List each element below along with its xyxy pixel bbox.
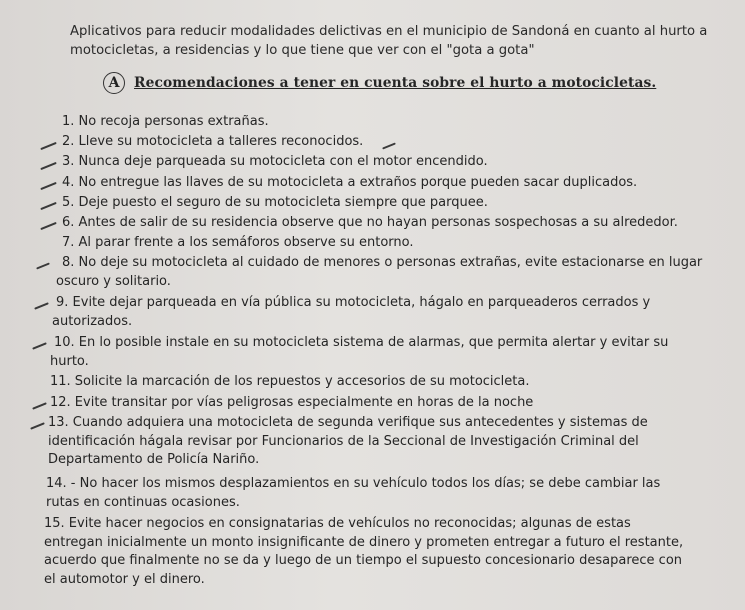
- section-letter-circle: A: [103, 72, 125, 94]
- check-mark: [32, 402, 47, 409]
- list-item: 5. Deje puesto el seguro de su motocicleta siempre que parquee.: [62, 195, 488, 210]
- list-item: 7. Al parar frente a los semáforos observe su entorno.: [62, 235, 414, 250]
- list-item: 10. En lo posible instale en su motocicleta sistema de alarmas, que permita alertar y evitar su hurto.: [50, 335, 669, 369]
- list-item: 8. No deje su motocicleta al cuidado de menores o personas extrañas, evite estacionarse en lugar oscuro y solitario.: [56, 255, 703, 289]
- check-mark: [40, 222, 57, 230]
- list-item: 4. No entregue las llaves de su motocicleta a extraños porque pueden sacar duplicados.: [62, 175, 638, 190]
- list-item: 1. No recoja personas extrañas.: [62, 114, 269, 129]
- check-mark: [36, 262, 50, 269]
- check-mark: [40, 162, 57, 170]
- check-mark: [40, 202, 57, 210]
- list-item: 12. Evite transitar por vías peligrosas especialmente en horas de la noche: [50, 395, 534, 410]
- check-mark: [30, 422, 45, 429]
- section-title: Recomendaciones a tener en cuenta sobre el hurto a motocicletas.: [134, 75, 657, 91]
- check-mark: [32, 342, 47, 349]
- check-mark: [40, 142, 57, 150]
- list-item: 9. Evite dejar parqueada en vía pública su motocicleta, hágalo en parqueaderos cerrados y autorizados.: [52, 295, 651, 329]
- list-item: 3. Nunca deje parqueada su motocicleta con el motor encendido.: [62, 154, 488, 169]
- list-item: 11. Solicite la marcación de los repuestos y accesorios de su motocicleta.: [50, 374, 530, 389]
- list-item: 6. Antes de salir de su residencia observe que no hayan personas sospechosas a su alrededor.: [62, 215, 678, 230]
- document-header: Aplicativos para reducir modalidades delictivas en el municipio de Sandoná en cuanto al hurto a motocicletas, a residencias y lo que tiene que ver con el "gota a gota": [70, 24, 708, 58]
- list-item: 2. Lleve su motocicleta a talleres reconocidos.: [62, 134, 364, 149]
- list-item: 15. Evite hacer negocios en consignatarias de vehículos no reconocidas; algunas de estas entregan inicialmente un monto insignificante de dinero y prometen entregar a futuro el restante, acuerdo que finalmente no se da y luego de un tiempo el supuesto concesionario desaparece con el automotor y el dinero.: [44, 516, 684, 587]
- list-item: 14. - No hacer los mismos desplazamientos en su vehículo todos los días; se debe cambiar las rutas en continuas ocasiones.: [46, 476, 661, 510]
- list-item: 13. Cuando adquiera una motocicleta de segunda verifique sus antecedentes y sistemas de identificación hágala revisar por Funcionarios de la Seccional de Investigación Criminal del Departamento de Policía Nariño.: [48, 415, 648, 467]
- check-mark: [40, 182, 57, 190]
- check-mark: [34, 302, 49, 309]
- section-heading: [103, 72, 723, 94]
